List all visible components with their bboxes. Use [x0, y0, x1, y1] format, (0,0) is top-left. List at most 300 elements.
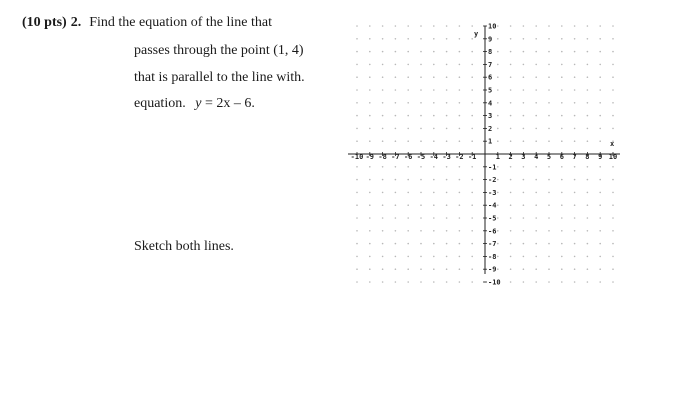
grid-dot [574, 204, 576, 206]
grid-dot [446, 281, 448, 283]
grid-dot [446, 179, 448, 181]
grid-dot [587, 38, 589, 40]
grid-dot [510, 230, 512, 232]
grid-dot [599, 25, 601, 27]
grid-dot [446, 256, 448, 258]
grid-dot [599, 102, 601, 104]
grid-dot [497, 25, 499, 27]
grid-dot [433, 166, 435, 168]
grid-dot [433, 179, 435, 181]
grid-dot [446, 204, 448, 206]
grid-dot [420, 51, 422, 53]
grid-dot [523, 140, 525, 142]
grid-dot [459, 230, 461, 232]
grid-dot [407, 76, 409, 78]
grid-dot [574, 256, 576, 258]
grid-dot [395, 76, 397, 78]
grid-dot [459, 256, 461, 258]
grid-dot [535, 76, 537, 78]
grid-dot [433, 128, 435, 130]
grid-dot [407, 256, 409, 258]
y-tick-label: -9 [488, 265, 497, 274]
grid-dot [510, 166, 512, 168]
grid-dot [369, 281, 371, 283]
grid-dot [407, 230, 409, 232]
grid-dot [599, 268, 601, 270]
grid-dot [369, 76, 371, 78]
grid-dot [356, 179, 358, 181]
grid-dot [548, 256, 550, 258]
grid-dot [523, 64, 525, 66]
grid-dot [497, 217, 499, 219]
grid-dot [548, 64, 550, 66]
grid-dot [561, 268, 563, 270]
grid-dot [407, 25, 409, 27]
grid-dot [548, 140, 550, 142]
grid-dot [433, 102, 435, 104]
grid-dot [510, 76, 512, 78]
x-tick-label: -1 [467, 153, 477, 161]
grid-dot [510, 51, 512, 53]
grid-dot [587, 102, 589, 104]
grid-dot [395, 268, 397, 270]
grid-dot [548, 102, 550, 104]
grid-dot [497, 64, 499, 66]
grid-dot [395, 281, 397, 283]
grid-dot [420, 166, 422, 168]
grid-dot [446, 89, 448, 91]
grid-dot [459, 115, 461, 117]
grid-dot [497, 128, 499, 130]
grid-dot [561, 89, 563, 91]
grid-dot [459, 243, 461, 245]
grid-dot [407, 51, 409, 53]
grid-dot [548, 38, 550, 40]
x-tick-label: 4 [534, 153, 539, 161]
grid-dot [510, 256, 512, 258]
grid-dot [369, 217, 371, 219]
grid-dot [587, 217, 589, 219]
grid-dot [395, 128, 397, 130]
grid-dot [471, 25, 473, 27]
grid-dot [612, 51, 614, 53]
grid-dot [587, 243, 589, 245]
points-label: (10 pts) [22, 15, 67, 30]
grid-dot [407, 140, 409, 142]
grid-dot [356, 89, 358, 91]
grid-dot [459, 76, 461, 78]
grid-dot [497, 256, 499, 258]
grid-dot [599, 51, 601, 53]
grid-dot [561, 256, 563, 258]
grid-dot [612, 256, 614, 258]
grid-dot [382, 166, 384, 168]
grid-dot [369, 140, 371, 142]
grid-dot [433, 230, 435, 232]
grid-dot [510, 115, 512, 117]
grid-dot [574, 115, 576, 117]
grid-dot [459, 51, 461, 53]
grid-dot [523, 217, 525, 219]
grid-dot [420, 38, 422, 40]
grid-dot [471, 256, 473, 258]
grid-dot [612, 76, 614, 78]
grid-dot [407, 179, 409, 181]
grid-dot [587, 268, 589, 270]
grid-dot [535, 192, 537, 194]
grid-dot [356, 128, 358, 130]
grid-dot [561, 115, 563, 117]
grid-dot [510, 179, 512, 181]
grid-dot [382, 51, 384, 53]
sketch-instruction: Sketch both lines. [134, 239, 234, 254]
grid-dot [369, 51, 371, 53]
grid-dot [395, 256, 397, 258]
grid-dot [369, 25, 371, 27]
grid-dot [395, 89, 397, 91]
grid-dot [407, 89, 409, 91]
grid-dot [395, 166, 397, 168]
grid-dot [471, 38, 473, 40]
grid-dot [612, 230, 614, 232]
grid-dot [369, 230, 371, 232]
grid-dot [561, 140, 563, 142]
grid-dot [459, 179, 461, 181]
grid-dot [446, 217, 448, 219]
grid-dot [612, 268, 614, 270]
grid-dot [548, 179, 550, 181]
grid-dot [599, 204, 601, 206]
grid-dot [548, 204, 550, 206]
y-tick-label: -7 [488, 240, 497, 249]
grid-dot [407, 243, 409, 245]
grid-dot [561, 64, 563, 66]
grid-dot [587, 115, 589, 117]
grid-dot [497, 102, 499, 104]
grid-dot [599, 243, 601, 245]
grid-dot [395, 230, 397, 232]
grid-dot [523, 268, 525, 270]
grid-dot [561, 102, 563, 104]
grid-dot [382, 64, 384, 66]
grid-dot [535, 281, 537, 283]
grid-dot [407, 204, 409, 206]
grid-dot [459, 128, 461, 130]
grid-dot [395, 179, 397, 181]
y-axis-label: y [474, 30, 479, 38]
grid-dot [395, 140, 397, 142]
equation-variable: y [195, 96, 202, 111]
grid-dot [561, 38, 563, 40]
grid-dot [356, 140, 358, 142]
grid-dot [523, 51, 525, 53]
grid-dot [382, 217, 384, 219]
grid-dot [395, 192, 397, 194]
x-tick-label: -6 [403, 153, 413, 161]
grid-dot [574, 25, 576, 27]
grid-dot [587, 25, 589, 27]
grid-dot [433, 89, 435, 91]
y-tick-label: -4 [488, 201, 497, 210]
grid-dot [356, 230, 358, 232]
grid-dot [523, 128, 525, 130]
grid-dot [369, 38, 371, 40]
grid-dot [471, 140, 473, 142]
grid-dot [459, 102, 461, 104]
grid-dot [356, 38, 358, 40]
grid-dot [407, 102, 409, 104]
grid-dot [420, 179, 422, 181]
grid-dot [446, 140, 448, 142]
grid-dot [599, 217, 601, 219]
grid-dot [446, 128, 448, 130]
grid-dot [574, 76, 576, 78]
grid-dot [587, 179, 589, 181]
x-tick-label: 6 [559, 153, 564, 161]
grid-dot [612, 38, 614, 40]
grid-dot [599, 166, 601, 168]
grid-dot [574, 268, 576, 270]
y-tick-label: -1 [488, 163, 497, 172]
grid-dot [587, 64, 589, 66]
y-tick-label: 6 [488, 73, 493, 82]
grid-dot [510, 204, 512, 206]
grid-dot [535, 243, 537, 245]
grid-dot [369, 179, 371, 181]
grid-dot [407, 64, 409, 66]
x-tick-label: 3 [521, 153, 526, 161]
grid-dot [356, 64, 358, 66]
grid-dot [561, 128, 563, 130]
grid-dot [574, 140, 576, 142]
grid-dot [407, 281, 409, 283]
grid-dot [356, 217, 358, 219]
grid-dot [395, 217, 397, 219]
grid-dot [459, 204, 461, 206]
grid-dot [497, 179, 499, 181]
grid-dot [356, 204, 358, 206]
problem-number: 2. [70, 15, 82, 30]
grid-dot [395, 204, 397, 206]
grid-dot [459, 281, 461, 283]
problem-equation-line [134, 96, 255, 112]
grid-dot [510, 25, 512, 27]
x-tick-label: -8 [378, 153, 387, 161]
grid-dot [459, 89, 461, 91]
grid-dot [471, 281, 473, 283]
y-tick-label: 3 [488, 112, 493, 121]
grid-dot [523, 204, 525, 206]
grid-dot [574, 64, 576, 66]
grid-dot [369, 204, 371, 206]
grid-dot [561, 76, 563, 78]
grid-dot [548, 166, 550, 168]
grid-dot [433, 76, 435, 78]
grid-dot [523, 115, 525, 117]
grid-dot [612, 281, 614, 283]
grid-dot [612, 64, 614, 66]
grid-dot [407, 166, 409, 168]
grid-dot [407, 192, 409, 194]
y-tick-label: -2 [488, 176, 497, 185]
grid-dot [535, 166, 537, 168]
grid-dot [497, 51, 499, 53]
grid-dot [420, 243, 422, 245]
grid-dot [587, 204, 589, 206]
grid-dot [612, 25, 614, 27]
x-axis-label: x [610, 140, 615, 148]
grid-dot [459, 38, 461, 40]
grid-dot [497, 166, 499, 168]
grid-dot [471, 204, 473, 206]
grid-dot [535, 64, 537, 66]
grid-dot [535, 256, 537, 258]
grid-dot [599, 179, 601, 181]
grid-dot [459, 166, 461, 168]
x-tick-label: -9 [365, 153, 375, 161]
grid-dot [369, 256, 371, 258]
x-tick-label: -5 [416, 153, 426, 161]
x-tick-label: -3 [442, 153, 451, 161]
problem-line-2: passes through the point (1, 4) [134, 43, 304, 58]
grid-dot [535, 115, 537, 117]
grid-dot [523, 38, 525, 40]
grid-dot [497, 89, 499, 91]
grid-dot [523, 281, 525, 283]
grid-dot [369, 192, 371, 194]
grid-dot [548, 51, 550, 53]
grid-dot [612, 166, 614, 168]
grid-dot [587, 166, 589, 168]
grid-dot [535, 268, 537, 270]
x-tick-label: 2 [508, 153, 513, 161]
grid-dot [574, 217, 576, 219]
grid-dot [497, 230, 499, 232]
grid-dot [561, 166, 563, 168]
grid-dot [446, 268, 448, 270]
grid-dot [382, 102, 384, 104]
grid-dot [535, 51, 537, 53]
grid-dot [535, 38, 537, 40]
grid-dot [356, 192, 358, 194]
grid-dot [561, 192, 563, 194]
grid-dot [446, 166, 448, 168]
grid-dot [420, 102, 422, 104]
grid-dot [382, 140, 384, 142]
grid-dot [407, 217, 409, 219]
x-tick-label: 5 [546, 153, 552, 161]
y-tick-label: 1 [488, 137, 493, 146]
grid-dot [587, 128, 589, 130]
x-tick-label: 1 [495, 153, 500, 161]
grid-dot [574, 281, 576, 283]
grid-dot [433, 25, 435, 27]
grid-dot [407, 268, 409, 270]
grid-dot [382, 128, 384, 130]
grid-dot [523, 256, 525, 258]
equation-rhs: = 2x – 6. [204, 96, 255, 111]
grid-dot [574, 102, 576, 104]
grid-dot [574, 192, 576, 194]
y-tick-label: -10 [488, 278, 501, 287]
grid-dot [356, 281, 358, 283]
grid-dot [523, 102, 525, 104]
grid-dot [561, 243, 563, 245]
grid-dot [548, 230, 550, 232]
grid-dot [382, 281, 384, 283]
grid-dot [446, 102, 448, 104]
grid-dot [446, 230, 448, 232]
grid-dot [471, 243, 473, 245]
grid-dot [561, 217, 563, 219]
grid-dot [395, 25, 397, 27]
grid-dot [587, 230, 589, 232]
grid-dot [407, 38, 409, 40]
grid-dot [612, 102, 614, 104]
grid-dot [612, 192, 614, 194]
grid-dot [548, 192, 550, 194]
x-tick-labels [351, 152, 618, 161]
grid-dot [382, 268, 384, 270]
grid-dot [356, 268, 358, 270]
x-tick-label: 9 [598, 153, 603, 161]
grid-dot [599, 76, 601, 78]
grid-dot [471, 64, 473, 66]
grid-dot [471, 179, 473, 181]
coordinate-grid [344, 22, 624, 287]
grid-dot [497, 192, 499, 194]
grid-dot [612, 128, 614, 130]
grid-dot [459, 140, 461, 142]
grid-dot [510, 268, 512, 270]
grid-dot [471, 89, 473, 91]
grid-dot [523, 25, 525, 27]
grid-dot [510, 128, 512, 130]
y-tick-label: 10 [488, 22, 497, 31]
grid-dot [382, 230, 384, 232]
grid-dot [599, 256, 601, 258]
grid-dot [510, 281, 512, 283]
grid-dot [523, 230, 525, 232]
grid-dot [382, 76, 384, 78]
y-tick-label: 4 [488, 99, 493, 108]
grid-dot [510, 217, 512, 219]
grid-dot [395, 102, 397, 104]
grid-dot [433, 243, 435, 245]
grid-dot [369, 268, 371, 270]
grid-dot [574, 51, 576, 53]
y-tick-label: -6 [488, 227, 497, 236]
grid-dot [548, 76, 550, 78]
grid-dot [471, 115, 473, 117]
grid-dot [369, 166, 371, 168]
grid-dot [574, 38, 576, 40]
grid-dot [356, 51, 358, 53]
problem-line-1: Find the equation of the line that [89, 15, 272, 30]
grid-dot [535, 140, 537, 142]
grid-dot [446, 243, 448, 245]
grid-dot [535, 89, 537, 91]
grid-dot [407, 128, 409, 130]
grid-dot [459, 64, 461, 66]
grid-dot [420, 204, 422, 206]
grid-dot [420, 230, 422, 232]
grid-dot [599, 115, 601, 117]
grid-dot [382, 256, 384, 258]
y-tick-label: -8 [488, 252, 497, 261]
grid-dot [599, 192, 601, 194]
grid-dot [471, 76, 473, 78]
